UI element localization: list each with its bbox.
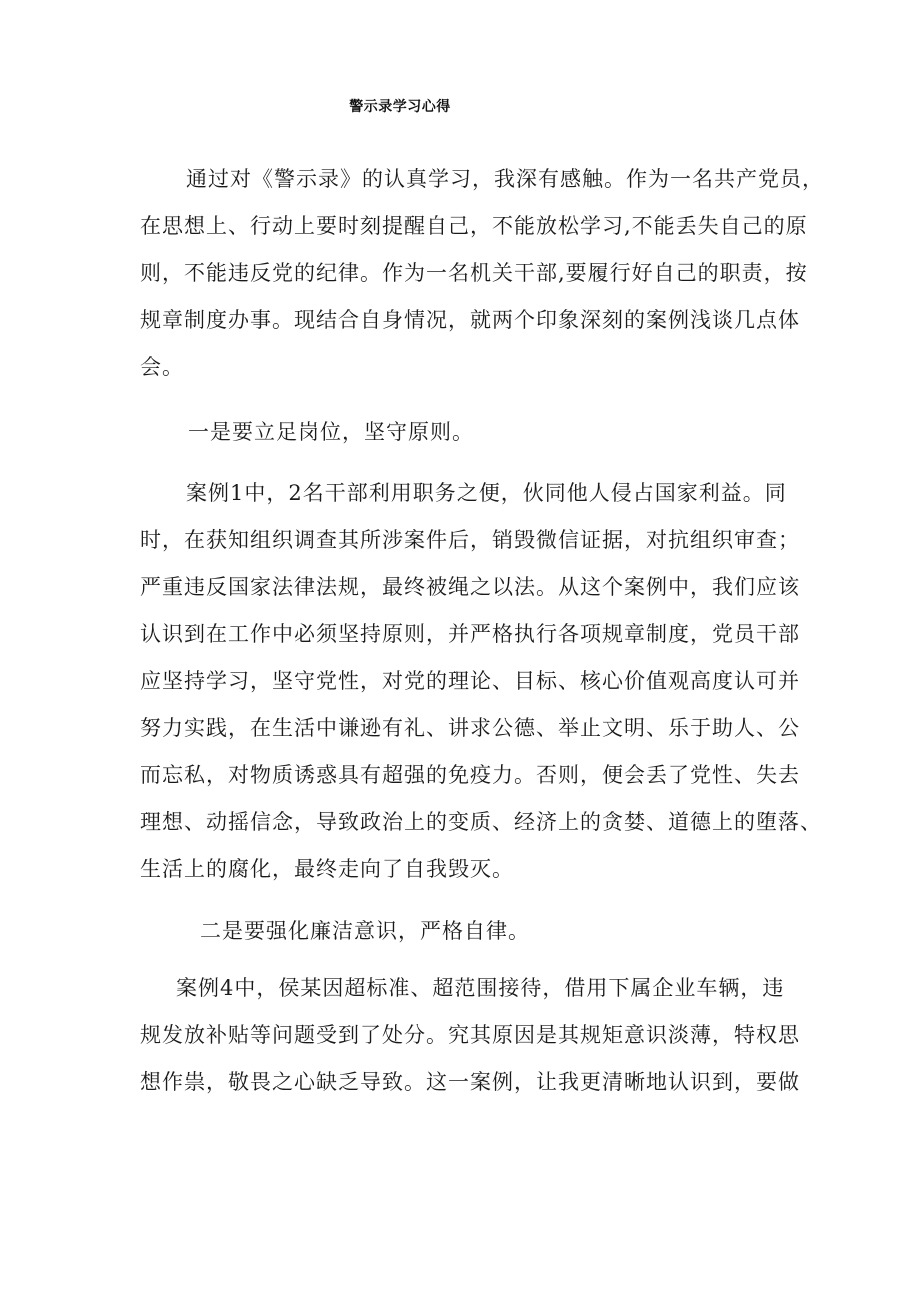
text-line: 而忘私，对物质诱惑具有超强的免疫力。否则，便会丢了党性、失去 (140, 763, 800, 787)
text-line: 规发放补贴等问题受到了处分。究其原因是其规矩意识淡薄，特权思 (140, 1023, 800, 1047)
text-line: 在思想上、行动上要时刻提醒自己，不能放松学习,不能丢失自己的原 (140, 214, 808, 238)
text-line: 时，在获知组织调查其所涉案件后，销毁微信证据，对抗组织审查； (140, 528, 800, 552)
text-line: 会。 (140, 355, 184, 379)
text-line: 严重违反国家法律法规，最终被绳之以法。从这个案例中，我们应该 (140, 575, 800, 599)
text-line: 努力实践，在生活中谦逊有礼、讲求公德、举止文明、乐于助人、公 (140, 716, 800, 740)
text-line: 认识到在工作中必须坚持原则，并严格执行各项规章制度，党员干部 (140, 622, 800, 646)
document-title: 警示录学习心得 (349, 99, 451, 115)
section-heading-2: 二是要强化廉洁意识，严格自律。 (200, 919, 530, 943)
text-line: 应坚持学习，坚守党性，对党的理论、目标、核心价值观高度认可并 (140, 669, 800, 693)
text-line: 理想、动摇信念，导致政治上的变质、经济上的贪婪、道德上的堕落、 (140, 810, 822, 834)
text-line: 通过对《警示录》的认真学习，我深有感触。作为一名共产党员， (186, 167, 824, 191)
section-heading-1: 一是要立足岗位，坚守原则。 (188, 420, 474, 444)
text-line: 生活上的腐化，最终走向了自我毁灭。 (140, 857, 514, 881)
case-4-paragraph (140, 965, 800, 1106)
text-line: 则，不能违反党的纪律。作为一名机关干部,要履行好自己的职责，按 (140, 261, 808, 285)
text-line: 想作祟，敬畏之心缺乏导致。这一案例，让我更清晰地认识到，要做 (140, 1070, 800, 1094)
text-line: 规章制度办事。现结合自身情况，就两个印象深刻的案例浅谈几点体 (140, 308, 800, 332)
intro-paragraph (140, 156, 824, 391)
text-line: 案例4中，侯某因超标准、超范围接待，借用下属企业车辆，违 (176, 976, 785, 1000)
case-1-paragraph (140, 470, 822, 893)
text-line: 案例1中，2名干部利用职务之便，伙同他人侵占国家利益。同 (186, 481, 787, 505)
